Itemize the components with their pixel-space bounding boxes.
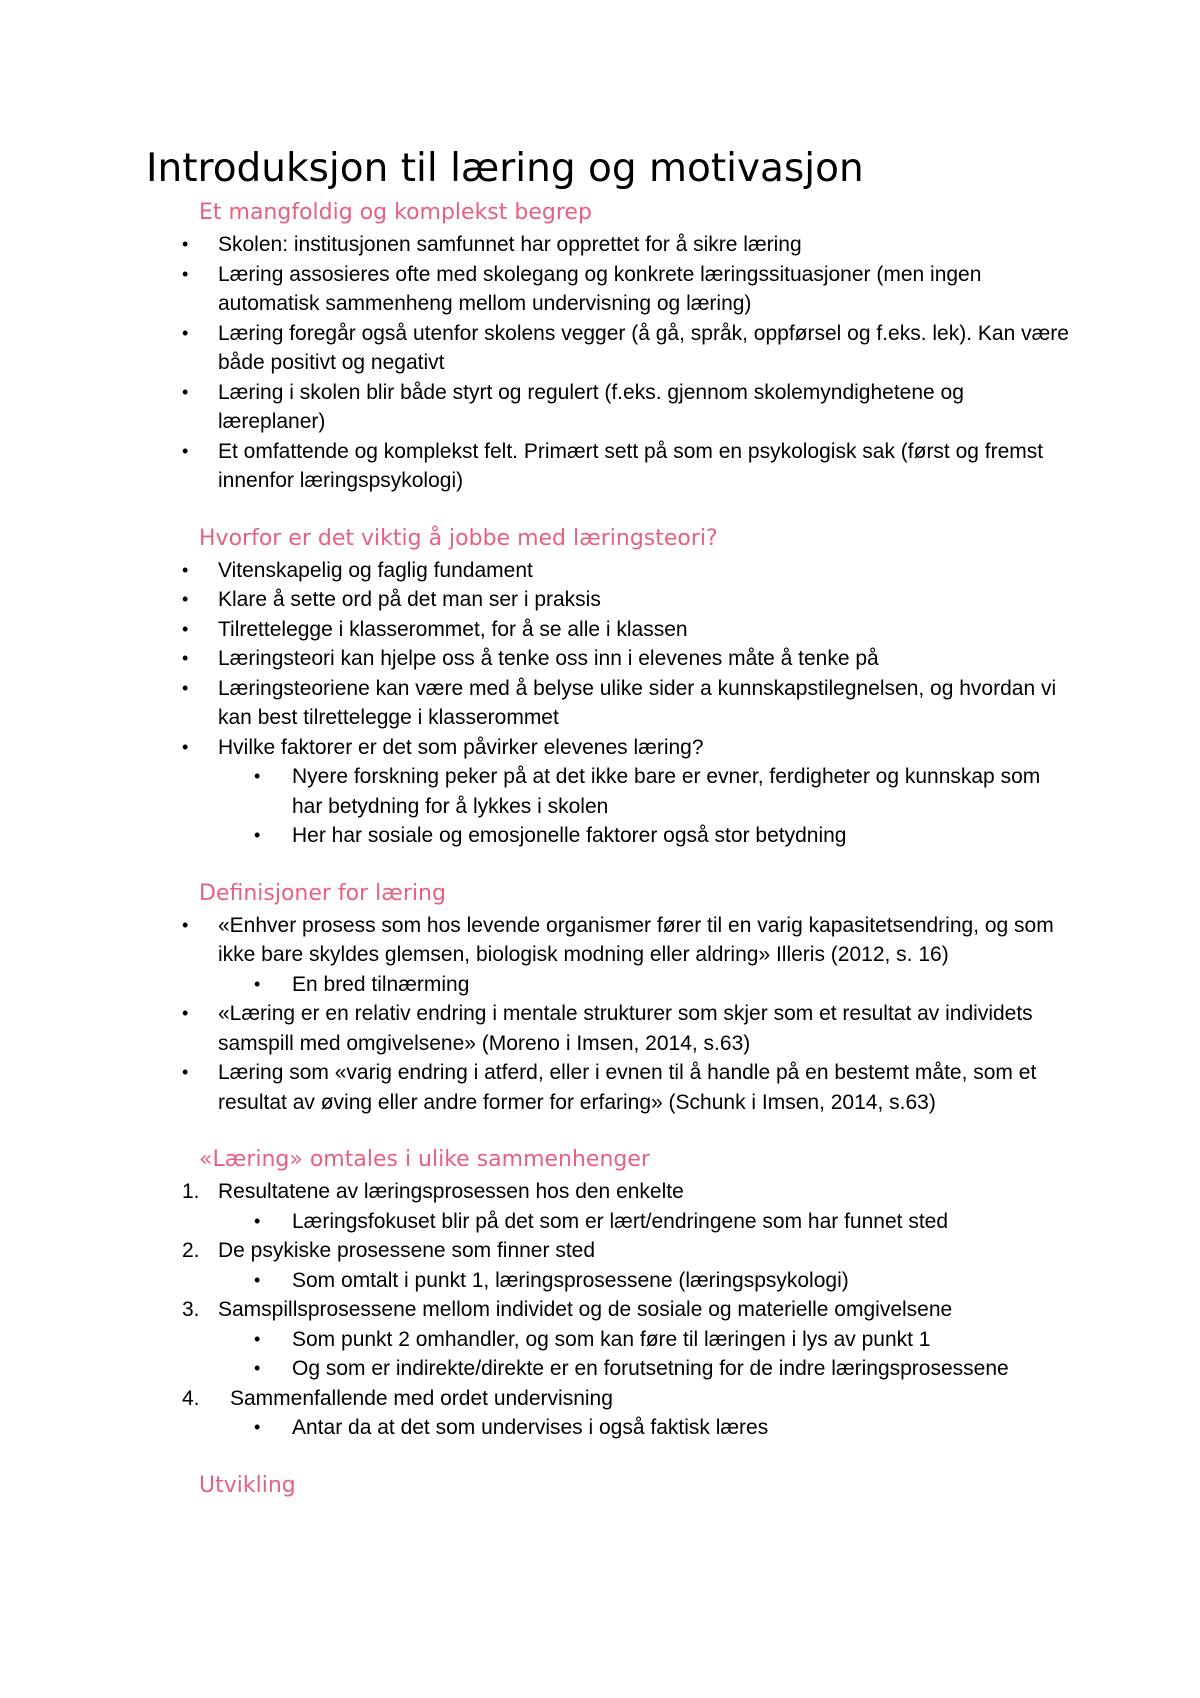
section-utvikling bbox=[146, 1471, 1076, 1501]
bullet-icon: • bbox=[182, 736, 189, 757]
bullet-icon: • bbox=[182, 234, 189, 254]
section-omtales bbox=[146, 1145, 1076, 1443]
bullet-icon: • bbox=[182, 677, 189, 698]
list-item: • Læring i skolen blir både styrt og regulert (f.eks. gjennom skolemyndighetene og læreplaner) bbox=[146, 378, 1076, 437]
bullet-icon: • bbox=[254, 766, 261, 786]
list-item: • Læring assosieres ofte med skolegang og konkrete læringssituasjoner (men ingen automatisk sammenheng mellom undervisning og læring) bbox=[146, 260, 1076, 319]
section-heading: Utvikling bbox=[199, 1472, 296, 1498]
numbered-item: 3. Samspillsprosessene mellom individet og de sosiale og materielle omgivelsene bbox=[146, 1295, 1076, 1325]
bullet-icon: • bbox=[182, 648, 189, 668]
item-number: 4. bbox=[182, 1386, 200, 1410]
bullet-list bbox=[146, 230, 1076, 496]
list-item: • Læring som «varig endring i atferd, eller i evnen til å handle på en bestemt måte, som et resultat av øving eller andre former for erfaring» (Schunk i Imsen, 2014, s.63) bbox=[146, 1058, 1076, 1117]
bullet-icon: • bbox=[254, 973, 261, 994]
list-item: • Vitenskapelig og faglig fundament bbox=[146, 556, 1076, 586]
numbered-item: 2. De psykiske prosessene som finner sted bbox=[146, 1236, 1076, 1266]
list-item: • Et omfattende og komplekst felt. Primært sett på som en psykologisk sak (først og fremst innenfor læringspsykologi) bbox=[146, 437, 1076, 496]
list-item: • Læring foregår også utenfor skolens vegger (å gå, språk, oppførsel og f.eks. lek). Kan være både positivt og negativt bbox=[146, 319, 1076, 378]
bullet-icon: • bbox=[182, 559, 189, 580]
bullet-icon: • bbox=[254, 1328, 261, 1349]
item-number: 2. bbox=[182, 1239, 200, 1262]
bullet-icon: • bbox=[254, 1358, 261, 1378]
section-mangfoldig bbox=[146, 198, 1076, 496]
section-hvorfor bbox=[146, 524, 1076, 851]
sub-list-item: • Og som er indirekte/direkte er en forutsetning for de indre læringsprosessene bbox=[146, 1354, 1076, 1384]
section-heading: Hvorfor er det viktig å jobbe med læringsteori? bbox=[199, 525, 718, 551]
bullet-icon: • bbox=[182, 914, 189, 935]
item-number: 3. bbox=[182, 1298, 200, 1321]
list-item: • Klare å sette ord på det man ser i praksis bbox=[146, 585, 1076, 615]
bullet-icon: • bbox=[254, 1269, 261, 1290]
bullet-icon: • bbox=[182, 1003, 189, 1023]
sub-list-item: • Som omtalt i punkt 1, læringsprosessene (læringspsykologi) bbox=[146, 1266, 1076, 1296]
page-title: Introduksjon til læring og motivasjon bbox=[146, 146, 864, 191]
bullet-icon: • bbox=[182, 1062, 189, 1082]
bullet-icon: • bbox=[182, 440, 189, 461]
bullet-icon: • bbox=[182, 322, 189, 343]
sub-list-item: • Som punkt 2 omhandler, og som kan føre til læringen i lys av punkt 1 bbox=[146, 1325, 1076, 1355]
bullet-icon: • bbox=[182, 263, 189, 284]
bullet-icon: • bbox=[182, 618, 189, 639]
bullet-icon: • bbox=[254, 1417, 261, 1437]
list-item: • «Enhver prosess som hos levende organismer fører til en varig kapasitetsendring, og som ikke bare skyldes glemsen, biologisk modning eller aldring» Illeris (2012, s. 16) bbox=[146, 911, 1076, 970]
list-item: • Hvilke faktorer er det som påvirker elevenes læring? bbox=[146, 733, 1076, 763]
bullet-icon: • bbox=[254, 1210, 261, 1231]
sub-list-item: • En bred tilnærming bbox=[146, 970, 1076, 1000]
bullet-list bbox=[146, 556, 1076, 851]
list-item: • Læringsteoriene kan være med å belyse ulike sider a kunnskapstilegnelsen, og hvordan vi kan best tilrettelegge i klasserommet bbox=[146, 674, 1076, 733]
list-item: • «Læring er en relativ endring i mentale strukturer som skjer som et resultat av individets samspill med omgivelsene» (Moreno i Imsen, 2014, s.63) bbox=[146, 999, 1076, 1058]
document-content bbox=[146, 140, 1076, 1503]
section-heading: Et mangfoldig og komplekst begrep bbox=[199, 200, 592, 225]
bullet-list bbox=[146, 911, 1076, 1118]
numbered-list bbox=[146, 1177, 1076, 1443]
numbered-item: 1. Resultatene av læringsprosessen hos den enkelte bbox=[146, 1177, 1076, 1207]
sub-list-item: • Antar da at det som undervises i også faktisk læres bbox=[146, 1413, 1076, 1443]
bullet-icon: • bbox=[254, 825, 261, 845]
sub-list-item: • Læringsfokuset blir på det som er lært/endringene som har funnet sted bbox=[146, 1207, 1076, 1237]
list-item: • Skolen: institusjonen samfunnet har opprettet for å sikre læring bbox=[146, 230, 1076, 260]
list-item: • Læringsteori kan hjelpe oss å tenke oss inn i elevenes måte å tenke på bbox=[146, 644, 1076, 674]
sub-list-item: • Nyere forskning peker på at det ikke bare er evner, ferdigheter og kunnskap som har betydning for å lykkes i skolen bbox=[146, 762, 1076, 821]
numbered-item: 4. Sammenfallende med ordet undervisning bbox=[146, 1384, 1076, 1414]
list-item: • Tilrettelegge i klasserommet, for å se alle i klassen bbox=[146, 615, 1076, 645]
bullet-icon: • bbox=[182, 381, 189, 402]
section-definisjoner bbox=[146, 879, 1076, 1118]
sub-list-item: • Her har sosiale og emosjonelle faktorer også stor betydning bbox=[146, 821, 1076, 851]
item-number: 1. bbox=[182, 1180, 200, 1203]
section-heading: Definisjoner for læring bbox=[199, 880, 446, 906]
section-heading: «Læring» omtales i ulike sammenhenger bbox=[199, 1147, 650, 1172]
bullet-icon: • bbox=[182, 589, 189, 609]
